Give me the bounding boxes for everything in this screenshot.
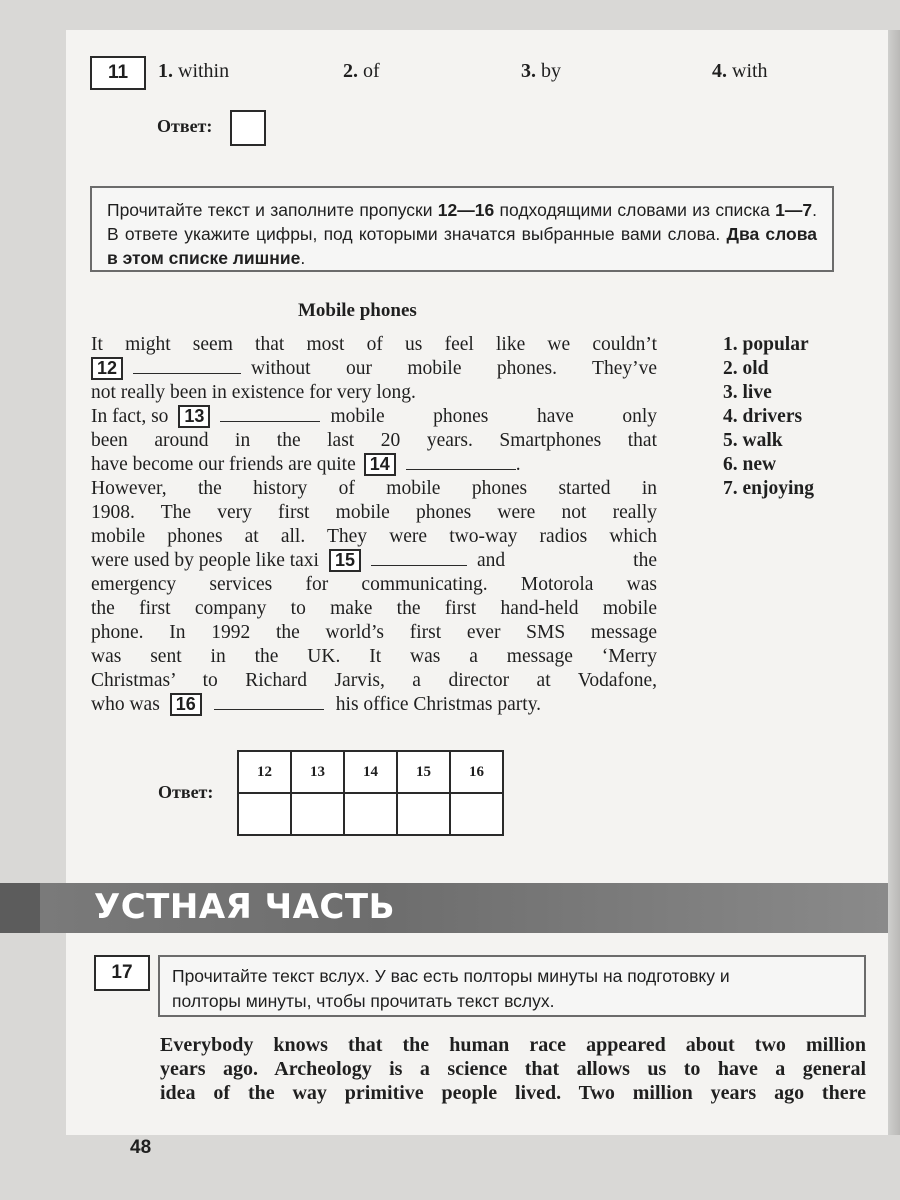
line-text: It might seem that most of us feel like we couldn’t (91, 334, 657, 355)
passage-line (91, 405, 657, 429)
reading-text (160, 1033, 866, 1105)
answer-label: Ответ: (158, 782, 214, 802)
line-text: idea of the way primitive people lived. Two million years ago there (160, 1082, 866, 1104)
gap-number-14: 14 (364, 453, 396, 476)
reading-line (160, 1081, 866, 1105)
gap-blank-15[interactable] (371, 549, 467, 566)
task-11-answer-box[interactable] (230, 110, 266, 146)
passage-line (91, 333, 657, 357)
line-text: Christmas’ to Richard Jarvis, a director at Vodafone, (91, 670, 657, 691)
task-17-number: 17 (94, 955, 150, 991)
gap-number-16: 16 (170, 693, 202, 716)
line-text: and the (476, 550, 657, 571)
passage-line (91, 621, 657, 645)
answer-input-cell-12[interactable] (238, 793, 291, 835)
answer-table (237, 750, 504, 836)
instruction-text: . (300, 248, 306, 268)
word-list (723, 333, 814, 501)
line-text: mobile phones have only (330, 406, 657, 427)
instruction-text: . В ответе укажите цифры, под которыми значатся выбранные вами слова. (107, 200, 817, 244)
section-banner-title: УСТНАЯ ЧАСТЬ (94, 887, 395, 927)
word-list-item: 7. enjoying (723, 478, 815, 499)
option-number: 4. (712, 60, 727, 82)
line-text: who was (91, 694, 160, 715)
option-text: with (732, 60, 768, 82)
answer-table-input-row (238, 793, 503, 835)
passage-line (91, 549, 657, 573)
answer-header-cell: 16 (450, 751, 503, 793)
gap-blank-12[interactable] (133, 357, 241, 374)
reading-line (160, 1057, 866, 1081)
answer-header-cell: 14 (344, 751, 397, 793)
answer-input-cell-14[interactable] (344, 793, 397, 835)
answer-header-cell: 13 (291, 751, 344, 793)
gap-blank-13[interactable] (220, 405, 320, 422)
answer-table-header-row (238, 751, 503, 793)
gap-number-15: 15 (329, 549, 361, 572)
task-11-answer-label: Ответ: (157, 116, 213, 136)
option-number: 3. (521, 60, 536, 82)
gap-number-13: 13 (178, 405, 210, 428)
passage-line (91, 573, 657, 597)
line-text: phone. In 1992 the world’s first ever SMS message (91, 622, 657, 643)
line-text: been around in the last 20 years. Smartphones that (91, 430, 657, 451)
gap-blank-14[interactable] (406, 453, 516, 470)
word-list-item: 5. walk (723, 430, 783, 451)
passage-line (91, 453, 657, 477)
word-list-item: 1. popular (723, 334, 809, 355)
instruction-box-12-16 (90, 186, 834, 272)
instruction-text: Прочитайте текст и заполните пропуски (107, 200, 438, 220)
passage-line (91, 357, 657, 381)
gap-number-12: 12 (91, 357, 123, 380)
passage-line (91, 429, 657, 453)
passage-text (91, 333, 657, 717)
line-text: . (515, 454, 521, 475)
option-text: by (541, 60, 561, 82)
gap-blank-16[interactable] (214, 693, 324, 710)
line-text: were used by people like taxi (91, 550, 319, 571)
answer-header-cell: 15 (397, 751, 450, 793)
line-text: Everybody knows that the human race appeared about two million (160, 1034, 866, 1056)
task-11-option-3 (521, 60, 561, 83)
line-text: years ago. Archeology is a science that allows us to have a general (160, 1058, 866, 1080)
page-edge-shadow (888, 30, 900, 1135)
answer-input-cell-16[interactable] (450, 793, 503, 835)
instruction-text: подходящими словами из списка (494, 200, 776, 220)
line-text: was sent in the UK. It was a message ‘Merry (91, 646, 657, 667)
passage-line (91, 669, 657, 693)
word-list-item: 3. live (723, 382, 772, 403)
line-text: have become our friends are quite (91, 454, 356, 475)
passage-line (91, 477, 657, 501)
instruction-list-range: 1—7 (775, 200, 813, 220)
word-list-item: 2. old (723, 358, 769, 379)
task-11-option-4 (712, 60, 768, 83)
task-11-option-2 (343, 60, 380, 83)
line-text: mobile phones at all. They were two-way radios which (91, 526, 657, 547)
line-text: In fact, so (91, 406, 169, 427)
line-text: without our mobile phones. They’ve (251, 358, 657, 379)
passage-line (91, 501, 657, 525)
passage-title: Mobile phones (298, 300, 417, 321)
line-text: his office Christmas party. (335, 694, 542, 715)
passage-line (91, 645, 657, 669)
line-text: 1908. The very first mobile phones were not really (91, 502, 657, 523)
line-text: However, the history of mobile phones started in (91, 478, 657, 499)
task-11-option-1 (158, 60, 229, 83)
word-list-item: 4. drivers (723, 406, 803, 427)
answer-input-cell-15[interactable] (397, 793, 450, 835)
instruction-line: Прочитайте текст вслух. У вас есть полторы минуты на подготовку и (172, 966, 730, 986)
line-text: the first company to make the first hand-held mobile (91, 598, 657, 619)
passage-line (91, 597, 657, 621)
answer-input-cell-13[interactable] (291, 793, 344, 835)
instruction-bold-note: Два слова в этом списке лишние (107, 224, 817, 268)
answer-header-cell: 12 (238, 751, 291, 793)
passage-line (91, 525, 657, 549)
banner-edge (0, 883, 40, 933)
line-text: not really been in existence for very long. (91, 382, 416, 403)
passage-line (91, 381, 657, 405)
task-11-number: 11 (90, 56, 146, 90)
word-list-item: 6. new (723, 454, 777, 475)
option-number: 1. (158, 60, 173, 82)
line-text: emergency services for communicating. Motorola was (91, 574, 657, 595)
option-text: within (178, 60, 230, 82)
page-number: 48 (130, 1137, 152, 1158)
reading-line (160, 1033, 866, 1057)
instruction-box-17 (158, 955, 866, 1017)
option-text: of (363, 60, 380, 82)
passage-line (91, 693, 657, 717)
instruction-line: полторы минуты, чтобы прочитать текст вслух. (172, 991, 555, 1011)
option-number: 2. (343, 60, 358, 82)
instruction-range: 12—16 (437, 200, 495, 220)
